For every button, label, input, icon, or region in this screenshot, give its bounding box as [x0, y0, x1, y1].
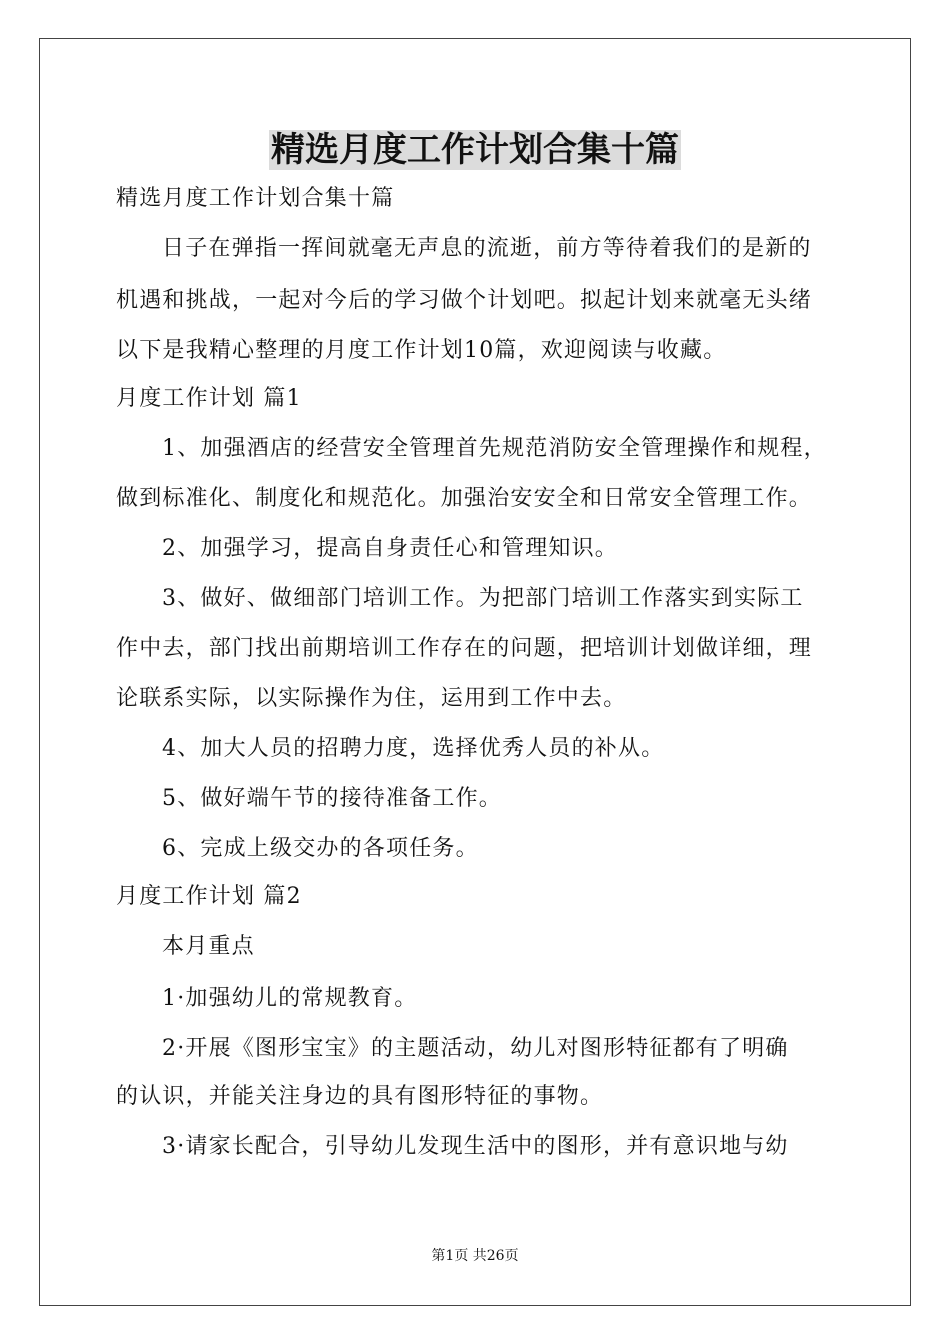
paragraph-line: 日子在弹指一挥间就毫无声息的流逝，前方等待着我们的是新的: [162, 236, 812, 261]
paragraph-line: 6、完成上级交办的各项任务。: [162, 836, 479, 861]
paragraph-line: 3、做好、做细部门培训工作。为把部门培训工作落实到实际工: [162, 586, 804, 611]
paragraph-line: 以下是我精心整理的月度工作计划10篇，欢迎阅读与收藏。: [116, 338, 727, 363]
paragraph-line: 1、加强酒店的经营安全管理首先规范消防安全管理操作和规程，: [162, 436, 827, 461]
paragraph-line: 5、做好端午节的接待准备工作。: [162, 786, 502, 811]
paragraph-line: 的认识，并能关注身边的具有图形特征的事物。: [116, 1084, 604, 1109]
subtitle-line: 精选月度工作计划合集十篇: [116, 186, 395, 211]
document-title-text: 精选月度工作计划合集十篇: [271, 130, 679, 170]
paragraph-line: 1·加强幼儿的常规教育。: [162, 986, 418, 1011]
section-heading: 月度工作计划 篇2: [116, 884, 302, 909]
page-footer: 第1页 共26页: [431, 1248, 519, 1264]
paragraph-line: 机遇和挑战，一起对今后的学习做个计划吧。拟起计划来就毫无头绪: [116, 288, 813, 313]
paragraph-line: 论联系实际，以实际操作为住，运用到工作中去。: [116, 686, 627, 711]
paragraph-line: 2·开展《图形宝宝》的主题活动，幼儿对图形特征都有了明确: [162, 1036, 789, 1061]
paragraph-line: 4、加大人员的招聘力度，选择优秀人员的补从。: [162, 736, 665, 761]
page-border: [39, 38, 911, 1306]
paragraph-line: 本月重点: [162, 934, 255, 959]
document-title: [0, 128, 950, 172]
section-heading: 月度工作计划 篇1: [116, 386, 302, 411]
paragraph-line: 做到标准化、制度化和规范化。加强治安安全和日常安全管理工作。: [116, 486, 813, 511]
paragraph-line: 2、加强学习，提高自身责任心和管理知识。: [162, 536, 618, 561]
paragraph-line: 3·请家长配合，引导幼儿发现生活中的图形，并有意识地与幼: [162, 1134, 789, 1159]
paragraph-line: 作中去，部门找出前期培训工作存在的问题，把培训计划做详细，理: [116, 636, 813, 661]
